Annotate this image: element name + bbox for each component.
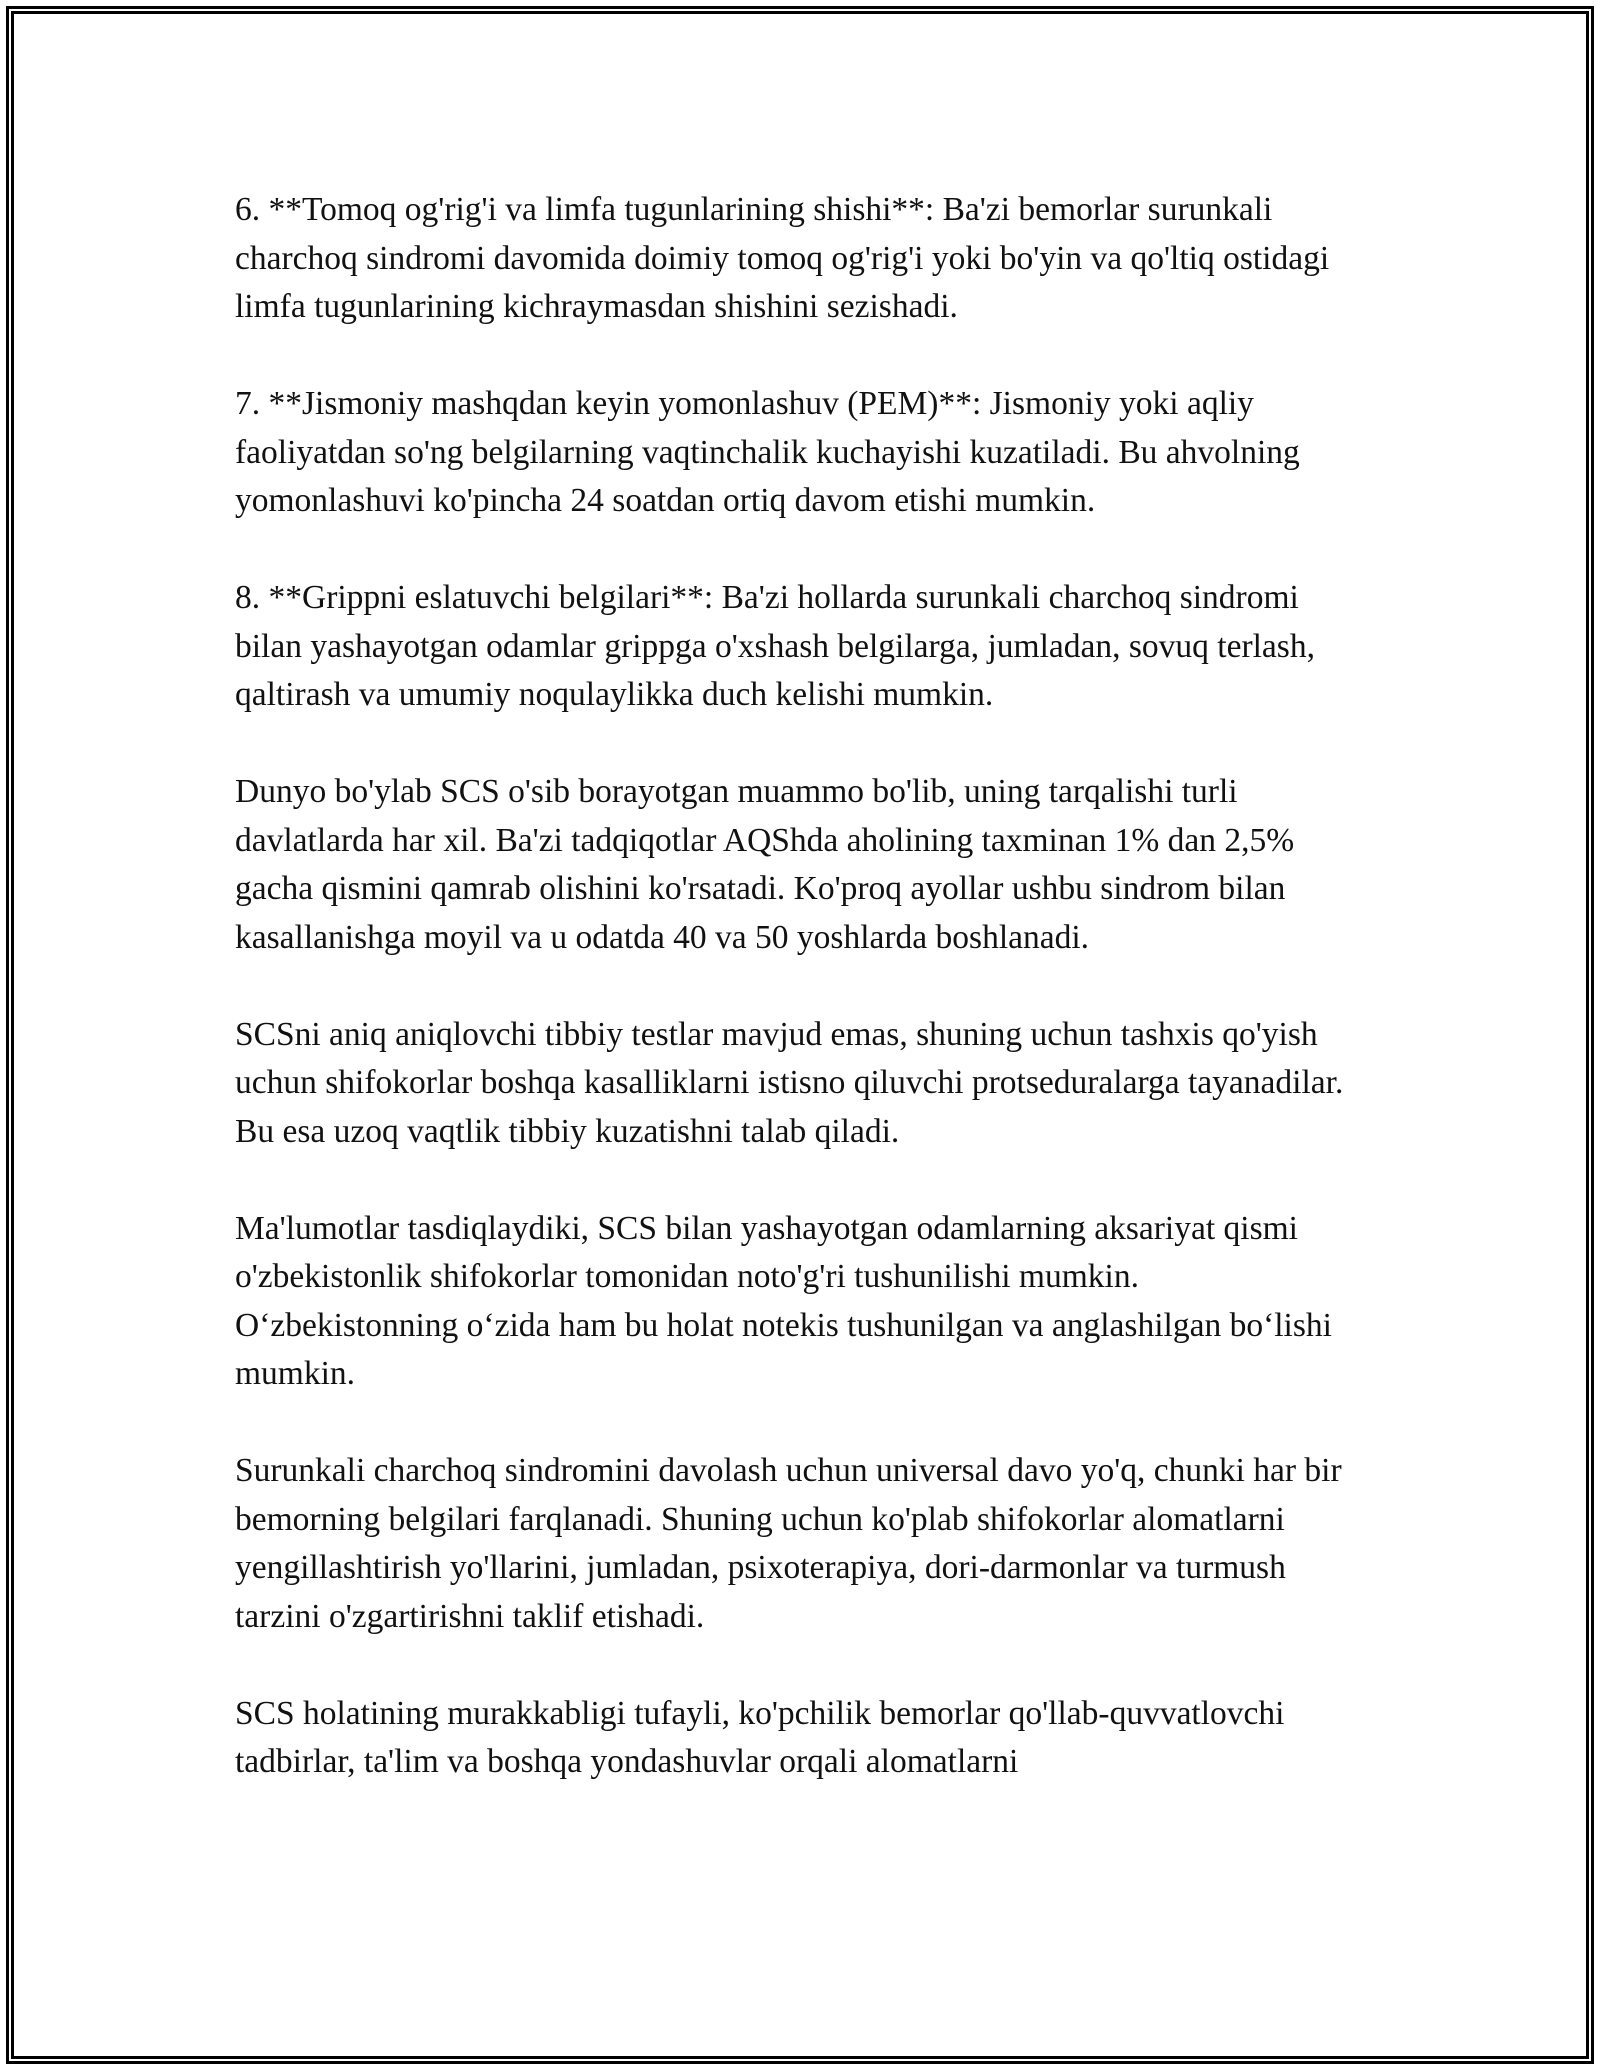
paragraph-support: SCS holatining murakkabligi tufayli, ko'pchilik bemorlar qo'llab-quvvatlovchi tadbirlar, ta'lim va boshqa yondashuvlar orqali alomatlarni (235, 1694, 1285, 1780)
paragraph-diagnosis: SCSni aniq aniqlovchi tibbiy testlar mavjud emas, shuning uchun tashxis qo'yish uchun shifokorlar boshqa kasalliklarni istisno qiluvchi protseduralarga tayanadilar. Bu esa uzoq vaqtlik tibbiy kuzatishni talab qiladi. (235, 1015, 1344, 1150)
document-body (235, 186, 1370, 1787)
paragraph-symptom-7: 7. **Jismoniy mashqdan keyin yomonlashuv (PEM)**: Jismoniy yoki aqliy faoliyatdan so'ng belgilarning vaqtinchalik kuchayishi kuzatiladi. Bu ahvolning yomonlashuvi ko'pincha 24 soatdan ortiq davom etishi mumkin. (235, 385, 1300, 519)
paragraph-prevalence: Dunyo bo'ylab SCS o'sib borayotgan muammo bo'lib, uning tarqalishi turli davlatlarda har xil. Ba'zi tadqiqotlar AQShda aholining taxminan 1% dan 2,5% gacha qismini qamrab olishini ko'rsatadi. Ko'proq ayollar ushbu sindrom bilan kasallanishga moyil va u odatda 40 va 50 yoshlarda boshlanadi. (235, 773, 1295, 956)
paragraph-symptom-6: 6. **Tomoq og'rig'i va limfa tugunlarining shishi**: Ba'zi bemorlar surunkali charchoq sindromi davomida doimiy tomoq og'rig'i yoki bo'yin va qo'ltiq ostidagi limfa tugunlarining kichraymasdan shishini sezishadi. (235, 191, 1330, 325)
paragraph-treatment: Surunkali charchoq sindromini davolash uchun universal davo yo'q, chunki har bir bemorning belgilari farqlanadi. Shuning uchun ko'plab shifokorlar alomatlarni yengillashtirish yo'llarini, jumladan, psixoterapiya, dori-darmonlar va turmush tarzini o'zgartirishni taklif etishadi. (235, 1452, 1342, 1635)
paragraph-uzbekistan: Ma'lumotlar tasdiqlaydiki, SCS bilan yashayotgan odamlarning aksariyat qismi o'zbekistonlik shifokorlar tomonidan noto'g'ri tushunilishi mumkin. O‘zbekistonning o‘zida ham bu holat notekis tushunilgan va anglashilgan bo‘lishi mumkin. (235, 1209, 1332, 1392)
paragraph-symptom-8: 8. **Grippni eslatuvchi belgilari**: Ba'zi hollarda surunkali charchoq sindromi bilan yashayotgan odamlar grippga o'xshash belgilarga, jumladan, sovuq terlash, qaltirash va umumiy noqulaylikka duch kelishi mumkin. (235, 579, 1315, 713)
